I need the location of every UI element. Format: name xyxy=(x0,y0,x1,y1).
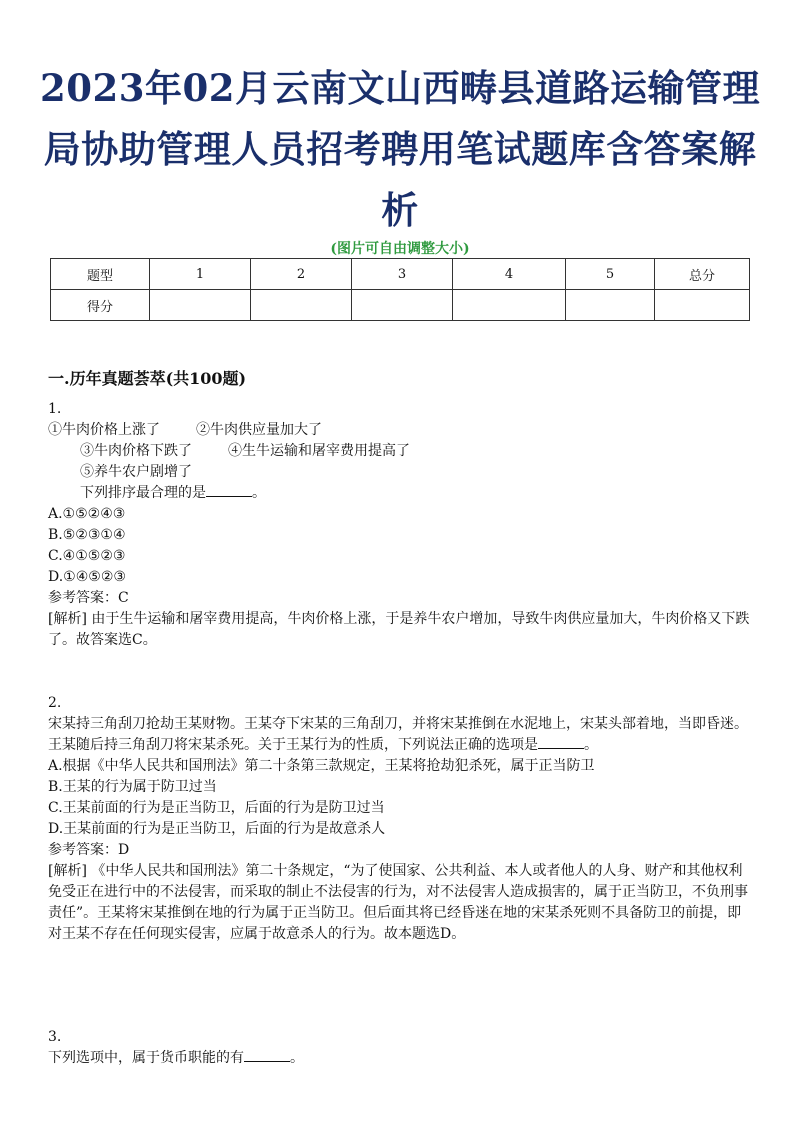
header-cell-1: 1 xyxy=(150,259,251,290)
reference-answer: 参考答案：D xyxy=(48,842,130,858)
question-number: 3. xyxy=(48,1029,62,1045)
score-cell-4[interactable] xyxy=(453,290,566,321)
stem-text: 下列排序最合理的是 xyxy=(80,485,206,501)
score-cell-total[interactable] xyxy=(655,290,750,321)
answer-blank xyxy=(244,1048,290,1062)
score-row-label: 得分 xyxy=(51,290,150,321)
header-cell-4: 4 xyxy=(453,259,566,290)
image-resize-note: (图片可自由调整大小) xyxy=(330,241,470,257)
question-stem xyxy=(48,714,752,756)
option-c: C.④①⑤②③ xyxy=(48,548,126,564)
item-text: ②牛肉供应量加大了 xyxy=(196,422,322,438)
analysis-text: [解析] 《中华人民共和国刑法》第二十条规定，“为了使国家、公共利益、本人或者他人的人身、财产和其他权利免受正在进行中的不法侵害，而采取的制止不法侵害的行为，对不法侵害人造成损害的，属于正当防卫，不负刑事责任”。王某将宋某推倒在地的行为属于正当防卫。但后面其将已经昏迷在地的宋某杀死则不具备防卫的前提，即对王某不存在任何现实侵害，应属于故意杀人的行为。故本题选D。 xyxy=(48,863,748,942)
score-cell-1[interactable] xyxy=(150,290,251,321)
header-cell-5: 5 xyxy=(566,259,655,290)
question-2 xyxy=(48,693,752,945)
question-stem xyxy=(48,483,752,504)
option-a: A.①⑤②④③ xyxy=(48,506,126,522)
score-cell-2[interactable] xyxy=(251,290,352,321)
score-table-score-row xyxy=(51,290,750,321)
score-cell-3[interactable] xyxy=(352,290,453,321)
question-3 xyxy=(48,1027,752,1069)
question-1 xyxy=(48,399,752,651)
header-cell-2: 2 xyxy=(251,259,352,290)
document-title: 2023年02月云南文山西畴县道路运输管理局协助管理人员招考聘用笔试题库含答案解析 xyxy=(40,66,760,232)
question-number: 1. xyxy=(48,401,62,417)
analysis-text: [解析] 由于生牛运输和屠宰费用提高，牛肉价格上涨，于是养牛农户增加，导致牛肉供应量加大，牛肉价格又下跌了。故答案选C。 xyxy=(48,611,750,648)
answer-blank xyxy=(538,735,584,749)
option-d: D.王某前面的行为是正当防卫，后面的行为是故意杀人 xyxy=(48,821,386,837)
reference-answer: 参考答案：C xyxy=(48,590,129,606)
stem-text: 下列选项中，属于货币职能的有 xyxy=(48,1050,244,1066)
stem-end: 。 xyxy=(584,737,598,753)
item-text: ①牛肉价格上涨了 xyxy=(48,422,160,438)
option-b: B.⑤②③①④ xyxy=(48,527,126,543)
section-title: 一.历年真题荟萃(共100题) xyxy=(48,369,247,388)
score-cell-5[interactable] xyxy=(566,290,655,321)
header-cell-total: 总分 xyxy=(655,259,750,290)
stem-end: 。 xyxy=(290,1050,304,1066)
stem-end: 。 xyxy=(252,485,266,501)
option-d: D.①④⑤②③ xyxy=(48,569,126,585)
item-text: ④生牛运输和屠宰费用提高了 xyxy=(228,443,410,459)
score-table-header-row xyxy=(51,259,750,290)
question-items-line xyxy=(48,420,752,441)
question-number: 2. xyxy=(48,695,62,711)
question-items-line: ⑤养牛农户剧增了 xyxy=(80,464,192,480)
answer-blank xyxy=(206,483,252,497)
option-b: B.王某的行为属于防卫过当 xyxy=(48,779,217,795)
header-cell-type: 题型 xyxy=(51,259,150,290)
header-cell-3: 3 xyxy=(352,259,453,290)
score-table xyxy=(50,258,750,321)
option-c: C.王某前面的行为是正当防卫，后面的行为是防卫过当 xyxy=(48,800,385,816)
question-items-line xyxy=(48,441,752,462)
option-a: A.根据《中华人民共和国刑法》第二十条第三款规定，王某将抢劫犯杀死，属于正当防卫 xyxy=(48,758,595,774)
question-stem xyxy=(48,1048,752,1069)
item-text: ③牛肉价格下跌了 xyxy=(80,443,192,459)
stem-text: 宋某持三角刮刀抢劫王某财物。王某夺下宋某的三角刮刀，并将宋某推倒在水泥地上，宋某头部着地，当即昏迷。王某随后持三角刮刀将宋某杀死。关于王某行为的性质，下列说法正确的选项是 xyxy=(48,716,748,753)
